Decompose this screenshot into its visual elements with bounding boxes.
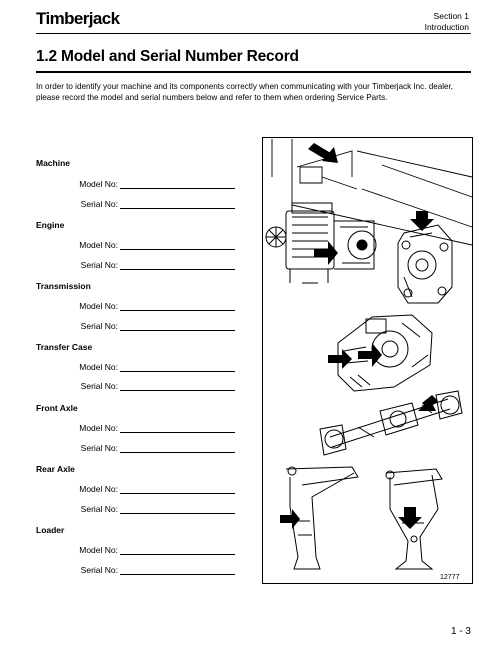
loader-model-field[interactable] (120, 554, 235, 555)
machine-model-field[interactable] (120, 188, 235, 189)
field-label: Serial No: (80, 565, 118, 575)
field-label: Model No: (79, 240, 118, 250)
field-label: Serial No: (80, 321, 118, 331)
field-label: Serial No: (80, 199, 118, 209)
front-axle-model-field[interactable] (120, 432, 235, 433)
record-heading-rear-axle: Rear Axle (36, 464, 75, 474)
record-heading-front-axle: Front Axle (36, 403, 78, 413)
record-heading-transmission: Transmission (36, 281, 91, 291)
title-underline (36, 71, 471, 73)
field-label: Serial No: (80, 443, 118, 453)
section-number: Section 1 (433, 11, 469, 21)
field-label: Model No: (79, 362, 118, 372)
field-label: Model No: (79, 423, 118, 433)
record-heading-engine: Engine (36, 220, 65, 230)
engine-model-field[interactable] (120, 249, 235, 250)
transmission-model-field[interactable] (120, 310, 235, 311)
section-name: Introduction (424, 22, 469, 32)
loader-serial-field[interactable] (120, 574, 235, 575)
engine-serial-field[interactable] (120, 269, 235, 270)
page-title: 1.2 Model and Serial Number Record (36, 48, 299, 65)
section-info (425, 11, 469, 33)
transfer-case-serial-field[interactable] (120, 390, 235, 391)
header-divider (36, 33, 471, 34)
field-label: Serial No: (80, 504, 118, 514)
field-label: Serial No: (80, 381, 118, 391)
field-label: Model No: (79, 545, 118, 555)
component-location-figure (262, 137, 473, 584)
figure-number: 12777 (440, 574, 460, 581)
record-heading-machine: Machine (36, 158, 71, 168)
brand-logo: Timberjack (36, 9, 120, 28)
rear-axle-serial-field[interactable] (120, 513, 235, 514)
field-label: Serial No: (80, 260, 118, 270)
record-heading-loader: Loader (36, 525, 65, 535)
field-label: Model No: (79, 484, 118, 494)
field-label: Model No: (79, 301, 118, 311)
transfer-case-model-field[interactable] (120, 371, 235, 372)
front-axle-serial-field[interactable] (120, 452, 235, 453)
record-heading-transfer-case: Transfer Case (36, 342, 93, 352)
transmission-serial-field[interactable] (120, 330, 235, 331)
intro-paragraph: In order to identify your machine and its components correctly when communicating with your Timberjack Inc. dealer, please record the model and serial numbers below and refer to them when ordering Service Parts. (36, 82, 454, 102)
page-number: 1 - 3 (450, 626, 471, 637)
field-label: Model No: (79, 179, 118, 189)
machine-serial-field[interactable] (120, 208, 235, 209)
rear-axle-model-field[interactable] (120, 493, 235, 494)
